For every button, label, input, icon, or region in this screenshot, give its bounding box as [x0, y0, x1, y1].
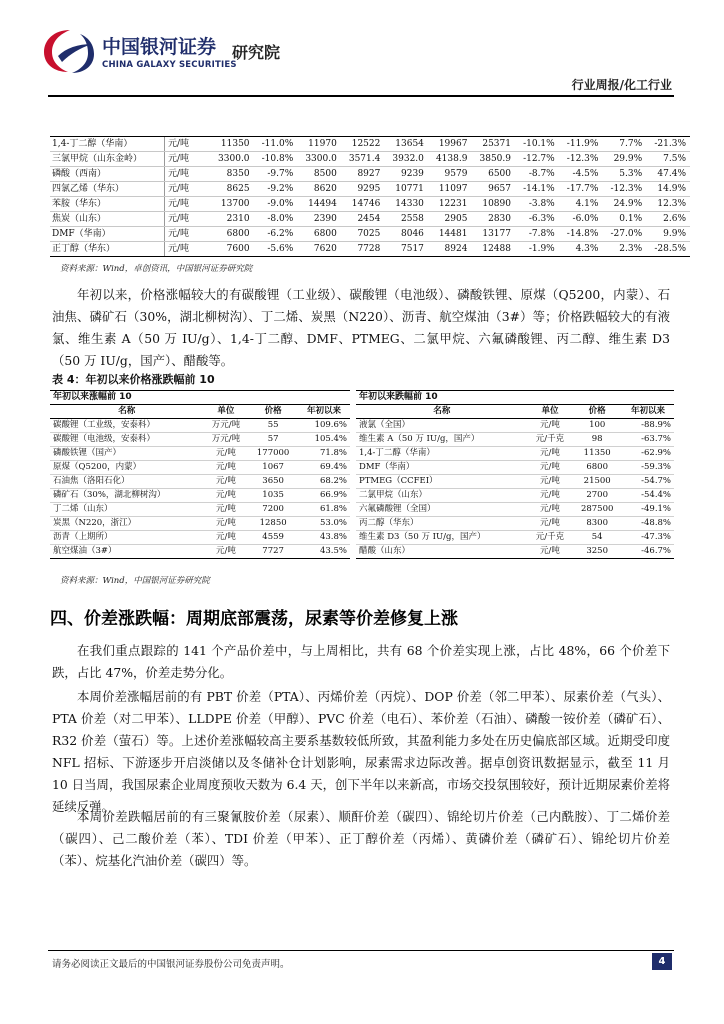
product-unit: 元/吨 [528, 419, 573, 433]
price-value-cell: 3850.9 [471, 152, 515, 167]
product-unit: 元/吨 [165, 242, 211, 257]
price-value-cell: 2558 [384, 212, 428, 227]
product-price: 177000 [248, 447, 298, 461]
product-unit: 元/吨 [528, 475, 573, 489]
ytd-change: -63.7% [622, 433, 674, 447]
product-price: 1035 [248, 489, 298, 503]
price-value-cell: -10.8% [254, 152, 298, 167]
table-row [50, 517, 350, 531]
product-unit: 元/吨 [204, 489, 249, 503]
table-row [50, 242, 690, 257]
product-price: 11350 [572, 447, 622, 461]
price-value-cell: -9.7% [254, 167, 298, 182]
table-row [50, 212, 690, 227]
logo-chinese-name: 中国银河证券 [102, 36, 217, 58]
price-value-cell: 2.3% [602, 242, 646, 257]
product-name: 丙二醇（华东） [356, 517, 528, 531]
price-value-cell: 25371 [471, 137, 515, 152]
gainers-title: 年初以来涨幅前 10 [50, 391, 350, 405]
galaxy-logo-icon [40, 26, 98, 76]
table-row [50, 461, 350, 475]
report-type: 行业周报/化工行业 [571, 78, 672, 92]
price-value-cell: -6.3% [515, 212, 559, 227]
product-price: 4559 [248, 531, 298, 545]
product-unit: 元/吨 [165, 137, 211, 152]
product-price: 3250 [572, 545, 622, 559]
section-title: 四、价差涨跌幅：周期底部震荡，尿素等价差修复上涨 [50, 609, 458, 629]
price-value-cell: 8924 [428, 242, 472, 257]
price-value-cell: 7517 [384, 242, 428, 257]
table2-caption: 表 4：年初以来价格涨跌幅前 10 [52, 373, 215, 386]
price-value-cell: 47.4% [646, 167, 690, 182]
price-value-cell: -14.8% [559, 227, 603, 242]
price-value-cell: 12231 [428, 197, 472, 212]
product-name: 维生素 D3（50 万 IU/g，国产） [356, 531, 528, 545]
price-value-cell: -10.1% [515, 137, 559, 152]
product-name: 液氯（全国） [356, 419, 528, 433]
product-name: 碳酸锂（电池级，安泰科） [50, 433, 204, 447]
product-name: 1,4-丁二醇（华南） [356, 447, 528, 461]
price-value-cell: -12.3% [559, 152, 603, 167]
price-value-cell: 14481 [428, 227, 472, 242]
price-value-cell: 10890 [471, 197, 515, 212]
product-unit: 元/吨 [165, 152, 211, 167]
ytd-change: -47.3% [622, 531, 674, 545]
footer-divider [48, 950, 674, 951]
price-value-cell: 2.6% [646, 212, 690, 227]
table-row [356, 503, 674, 517]
product-unit: 元/千克 [528, 433, 573, 447]
product-name: 沥青（上期所） [50, 531, 204, 545]
col-header-unit: 单位 [204, 405, 249, 419]
price-value-cell: 14330 [384, 197, 428, 212]
price-value-cell: 14746 [341, 197, 385, 212]
col-header-name: 名称 [356, 405, 528, 419]
product-unit: 元/吨 [528, 545, 573, 559]
price-value-cell: 5.3% [602, 167, 646, 182]
table-row [50, 197, 690, 212]
price-change-table [50, 136, 690, 257]
price-value-cell: 11350 [210, 137, 254, 152]
price-value-cell: 0.1% [602, 212, 646, 227]
table-row [50, 167, 690, 182]
price-value-cell: 12488 [471, 242, 515, 257]
product-unit: 元/吨 [528, 447, 573, 461]
price-value-cell: -12.3% [602, 182, 646, 197]
product-name: 1,4-丁二醇（华南） [50, 137, 165, 152]
product-name: 磷酸（西南） [50, 167, 165, 182]
ytd-change: -59.3% [622, 461, 674, 475]
product-unit: 元/吨 [165, 197, 211, 212]
price-value-cell: -5.6% [254, 242, 298, 257]
price-value-cell: -17.7% [559, 182, 603, 197]
ytd-change: 66.9% [298, 489, 350, 503]
product-unit: 元/吨 [528, 517, 573, 531]
product-name: 磷矿石（30%，湖北柳树沟） [50, 489, 204, 503]
price-value-cell: -8.7% [515, 167, 559, 182]
price-value-cell: 8046 [384, 227, 428, 242]
product-name: 原煤（Q5200，内蒙） [50, 461, 204, 475]
product-unit: 元/吨 [204, 503, 249, 517]
product-price: 8300 [572, 517, 622, 531]
product-unit: 万元/吨 [204, 419, 249, 433]
ytd-change: 53.0% [298, 517, 350, 531]
product-name: 丁二烯（山东） [50, 503, 204, 517]
product-price: 1067 [248, 461, 298, 475]
price-value-cell: 11097 [428, 182, 472, 197]
ytd-losers-table [356, 390, 674, 559]
price-value-cell: -9.0% [254, 197, 298, 212]
ytd-change: 109.6% [298, 419, 350, 433]
price-value-cell: 14.9% [646, 182, 690, 197]
product-price: 7200 [248, 503, 298, 517]
product-unit: 元/吨 [165, 167, 211, 182]
product-unit: 元/吨 [204, 447, 249, 461]
product-price: 287500 [572, 503, 622, 517]
footer-disclaimer: 请务必阅读正文最后的中国银河证券股份公司免责声明。 [52, 959, 290, 970]
product-price: 54 [572, 531, 622, 545]
price-value-cell: 8927 [341, 167, 385, 182]
ytd-change: 43.5% [298, 545, 350, 559]
col-header-price: 价格 [572, 405, 622, 419]
product-unit: 万元/吨 [204, 433, 249, 447]
ytd-change: -54.7% [622, 475, 674, 489]
price-value-cell: -1.9% [515, 242, 559, 257]
product-unit: 元/吨 [204, 475, 249, 489]
table-row [356, 447, 674, 461]
product-unit: 元/吨 [204, 461, 249, 475]
price-value-cell: 7.7% [602, 137, 646, 152]
price-value-cell: 9239 [384, 167, 428, 182]
table-row [50, 475, 350, 489]
price-value-cell: 11970 [297, 137, 341, 152]
price-value-cell: 13177 [471, 227, 515, 242]
header-divider [48, 95, 674, 97]
product-name: 三氯甲烷（山东金岭） [50, 152, 165, 167]
product-name: 苯胺（华东） [50, 197, 165, 212]
product-price: 2700 [572, 489, 622, 503]
table-row [50, 447, 350, 461]
col-header-ytd: 年初以来 [622, 405, 674, 419]
product-name: 正丁醇（华东） [50, 242, 165, 257]
price-value-cell: 12.3% [646, 197, 690, 212]
product-unit: 元/吨 [165, 212, 211, 227]
table1-source: 资料来源：Wind，卓创资讯，中国银河证券研究院 [60, 264, 253, 274]
table2-source: 资料来源：Wind，中国银河证券研究院 [60, 576, 210, 586]
product-unit: 元/吨 [165, 182, 211, 197]
price-value-cell: 9579 [428, 167, 472, 182]
table-row [50, 545, 350, 559]
product-name: 碳酸锂（工业级，安泰科） [50, 419, 204, 433]
product-price: 100 [572, 419, 622, 433]
table-row [50, 182, 690, 197]
losers-title: 年初以来跌幅前 10 [356, 391, 674, 405]
paragraph-ytd-summary: 年初以来，价格涨幅较大的有碳酸锂（工业级）、碳酸锂（电池级）、磷酸铁锂、原煤（Q5200，内蒙）、石油焦、磷矿石（30%，湖北柳树沟）、丁二烯、炭黑（N220）、沥青、航空煤油（3#）等；价格跌幅较大的有液氯、维生素 A（50 万 IU/g）、1,4-丁二醇、DMF、PTMEG、二氯甲烷、六氟磷酸锂、丙二醇、维生素 D3（50 万 IU/g，国产）、醋酸等。 [52, 287, 670, 368]
price-value-cell: 6800 [210, 227, 254, 242]
product-unit: 元/吨 [528, 461, 573, 475]
price-value-cell: 3300.0 [210, 152, 254, 167]
table-row [356, 475, 674, 489]
table-row [50, 419, 350, 433]
price-value-cell: 7.5% [646, 152, 690, 167]
product-name: PTMEG（CCFEI） [356, 475, 528, 489]
price-value-cell: -11.9% [559, 137, 603, 152]
product-name: 航空煤油（3#） [50, 545, 204, 559]
table-row [356, 545, 674, 559]
product-name: DMF（华南） [356, 461, 528, 475]
paragraph-spread-overview: 在我们重点跟踪的 141 个产品价差中，与上周相比，共有 68 个价差实现上涨，占比 48%，66 个价差下跌，占比 47%，价差走势分化。 [52, 643, 670, 680]
product-price: 7727 [248, 545, 298, 559]
product-name: 四氯乙烯（华东） [50, 182, 165, 197]
ytd-change: 105.4% [298, 433, 350, 447]
ytd-change: 68.2% [298, 475, 350, 489]
paragraph-spread-losers: 本周价差跌幅居前的有三聚氰胺价差（尿素）、顺酐价差（碳四）、锦纶切片价差（己内酰胺）、丁二烯价差（碳四）、己二酸价差（苯）、TDI 价差（甲苯）、正丁醇价差（丙烯）、黄磷价差（磷矿石）、锦纶切片价差（苯）、烷基化汽油价差（碳四）等。 [52, 809, 670, 868]
price-value-cell: -7.8% [515, 227, 559, 242]
price-value-cell: 8500 [297, 167, 341, 182]
price-value-cell: 3300.0 [297, 152, 341, 167]
price-value-cell: -28.5% [646, 242, 690, 257]
price-value-cell: 6500 [471, 167, 515, 182]
product-unit: 元/吨 [528, 489, 573, 503]
col-header-unit: 单位 [528, 405, 573, 419]
price-value-cell: 8625 [210, 182, 254, 197]
product-unit: 元/吨 [204, 531, 249, 545]
product-unit: 元/吨 [528, 503, 573, 517]
logo-english-name: CHINA GALAXY SECURITIES [102, 60, 237, 70]
table-row [50, 531, 350, 545]
company-logo [40, 26, 310, 76]
price-value-cell: -6.0% [559, 212, 603, 227]
product-unit: 元/吨 [204, 517, 249, 531]
ytd-change: -62.9% [622, 447, 674, 461]
col-header-price: 价格 [248, 405, 298, 419]
price-value-cell: -14.1% [515, 182, 559, 197]
table-row [356, 531, 674, 545]
price-value-cell: -9.2% [254, 182, 298, 197]
paragraph-spread-gainers: 本周价差涨幅居前的有 PBT 价差（PTA）、丙烯价差（丙烷）、DOP 价差（邻二甲苯）、尿素价差（气头）、PTA 价差（对二甲苯）、LLDPE 价差（甲醇）、PVC 价差（电石）、苯价差（石油）、磷酸一铵价差（磷矿石）、R32 价差（萤石）等。上述价差涨幅较高主要系基数较低所致，其盈利能力多处在历史偏底部区域。近期受印度 NFL 招标、下游逐步开启淡储以及冬储补仓计划影响，尿素需求边际改善。据卓创资讯数据显示，截至 11 月 10 日当周，我国尿素企业周度预收天数为 6.4 天，创下半年以来新高，市场交投氛围较好，预计近期尿素价差将延续反弹。 [52, 689, 670, 814]
product-price: 55 [248, 419, 298, 433]
price-value-cell: -3.8% [515, 197, 559, 212]
price-value-cell: 9657 [471, 182, 515, 197]
price-value-cell: 6800 [297, 227, 341, 242]
price-value-cell: 3932.0 [384, 152, 428, 167]
table-row [356, 517, 674, 531]
ytd-change: 43.8% [298, 531, 350, 545]
table-row [50, 227, 690, 242]
price-value-cell: 13654 [384, 137, 428, 152]
table-row [50, 503, 350, 517]
price-value-cell: 2310 [210, 212, 254, 227]
col-header-ytd: 年初以来 [298, 405, 350, 419]
price-value-cell: 12522 [341, 137, 385, 152]
table-row [50, 152, 690, 167]
price-value-cell: 2390 [297, 212, 341, 227]
product-name: 焦炭（山东） [50, 212, 165, 227]
price-value-cell: 10771 [384, 182, 428, 197]
product-name: 石油焦（洛阳石化） [50, 475, 204, 489]
product-name: DMF（华南） [50, 227, 165, 242]
price-value-cell: 2454 [341, 212, 385, 227]
ytd-gainers-table [50, 390, 350, 559]
price-value-cell: -4.5% [559, 167, 603, 182]
ytd-change: -54.4% [622, 489, 674, 503]
col-header-name: 名称 [50, 405, 204, 419]
product-name: 六氟磷酸锂（全国） [356, 503, 528, 517]
product-unit: 元/千克 [528, 531, 573, 545]
product-name: 二氯甲烷（山东） [356, 489, 528, 503]
product-unit: 元/吨 [204, 545, 249, 559]
ytd-change: 61.8% [298, 503, 350, 517]
price-value-cell: -6.2% [254, 227, 298, 242]
ytd-change: -49.1% [622, 503, 674, 517]
ytd-change: -46.7% [622, 545, 674, 559]
price-value-cell: 7728 [341, 242, 385, 257]
price-value-cell: 13700 [210, 197, 254, 212]
product-price: 21500 [572, 475, 622, 489]
product-price: 12850 [248, 517, 298, 531]
price-value-cell: 2830 [471, 212, 515, 227]
price-value-cell: 3571.4 [341, 152, 385, 167]
price-value-cell: 4.3% [559, 242, 603, 257]
product-name: 炭黑（N220，浙江） [50, 517, 204, 531]
product-name: 维生素 A（50 万 IU/g，国产） [356, 433, 528, 447]
page-number: 4 [652, 953, 672, 970]
table-row [50, 489, 350, 503]
table-row [356, 489, 674, 503]
price-value-cell: 19967 [428, 137, 472, 152]
table-row [50, 433, 350, 447]
table-row [356, 433, 674, 447]
product-price: 98 [572, 433, 622, 447]
table-row [356, 419, 674, 433]
price-value-cell: -27.0% [602, 227, 646, 242]
product-name: 磷酸铁锂（国产） [50, 447, 204, 461]
price-value-cell: 4138.9 [428, 152, 472, 167]
price-value-cell: -11.0% [254, 137, 298, 152]
ytd-change: 69.4% [298, 461, 350, 475]
table-row [50, 137, 690, 152]
price-value-cell: 9295 [341, 182, 385, 197]
product-name: 醋酸（山东） [356, 545, 528, 559]
price-value-cell: 7600 [210, 242, 254, 257]
price-value-cell: -8.0% [254, 212, 298, 227]
product-price: 3650 [248, 475, 298, 489]
product-price: 57 [248, 433, 298, 447]
price-value-cell: 7025 [341, 227, 385, 242]
price-value-cell: 9.9% [646, 227, 690, 242]
price-value-cell: 7620 [297, 242, 341, 257]
price-value-cell: -21.3% [646, 137, 690, 152]
ytd-change: -48.8% [622, 517, 674, 531]
ytd-change: 71.8% [298, 447, 350, 461]
institute-name: 研究院 [232, 43, 281, 62]
price-value-cell: 14494 [297, 197, 341, 212]
product-price: 6800 [572, 461, 622, 475]
price-value-cell: -12.7% [515, 152, 559, 167]
price-value-cell: 29.9% [602, 152, 646, 167]
price-value-cell: 2905 [428, 212, 472, 227]
ytd-change: -88.9% [622, 419, 674, 433]
price-value-cell: 8620 [297, 182, 341, 197]
price-value-cell: 8350 [210, 167, 254, 182]
price-value-cell: 24.9% [602, 197, 646, 212]
table-row [356, 461, 674, 475]
price-value-cell: 4.1% [559, 197, 603, 212]
product-unit: 元/吨 [165, 227, 211, 242]
